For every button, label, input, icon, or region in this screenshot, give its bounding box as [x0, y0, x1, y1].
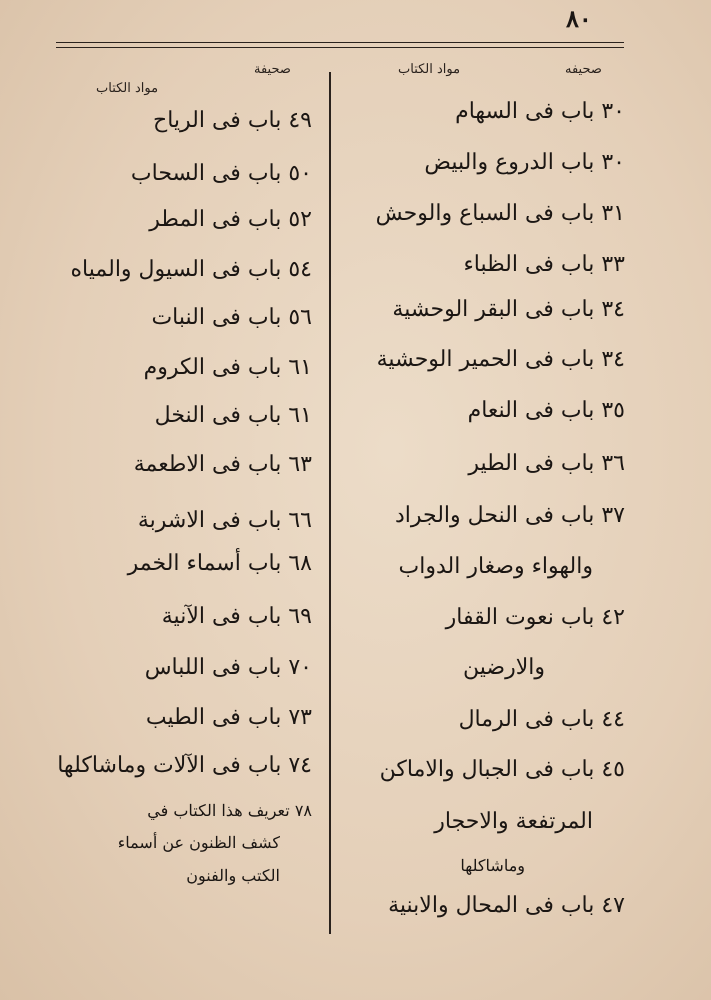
toc-entry: ٣٦ باب فى الطير	[468, 451, 625, 476]
toc-entry-continuation: كشف الظنون عن أسماء	[117, 833, 280, 852]
header-rule-top	[56, 42, 624, 43]
left-column-title-header: مواد الكتاب	[96, 81, 159, 96]
toc-entry: ٦٣ باب فى الاطعمة	[133, 452, 312, 477]
toc-entry: ٣١ باب فى السباع والوحش	[375, 201, 625, 226]
toc-entry: ٧٣ باب فى الطيب	[145, 705, 312, 730]
toc-entry: ٦١ باب فى الكروم	[143, 355, 312, 380]
toc-entry-continuation: والارضين	[463, 655, 545, 680]
right-column-page-header: صحيفه	[565, 62, 602, 77]
toc-entry: ٤٩ باب فى الرياح	[153, 108, 312, 133]
column-divider	[329, 72, 331, 934]
toc-entry: ٤٢ باب نعوت القفار	[445, 605, 625, 630]
toc-entry: ٣٥ باب فى النعام	[467, 398, 625, 423]
toc-entry: ٧٨ تعريف هذا الكتاب في	[147, 801, 312, 820]
toc-entry: ٤٤ باب فى الرمال	[458, 707, 625, 732]
toc-entry: ٤٥ باب فى الجبال والاماكن	[379, 757, 625, 782]
left-column-page-header: صحيفة	[254, 62, 291, 77]
toc-entry: ٥٤ باب فى السيول والمياه	[70, 257, 312, 282]
toc-entry: ٣٠ باب الدروع والبيض	[424, 150, 625, 175]
page-number: ٨٠	[566, 4, 592, 33]
right-column-title-header: مواد الكتاب	[398, 62, 461, 77]
toc-entry-continuation: والهواء وصغار الدواب	[398, 554, 593, 579]
toc-entry: ٧٠ باب فى اللباس	[144, 655, 312, 680]
toc-entry: ٦٩ باب فى الآنية	[161, 604, 312, 629]
toc-entry: ٣٤ باب فى الحمير الوحشية	[376, 347, 625, 372]
header-rule-bottom	[56, 47, 624, 48]
toc-entry: ٦٨ باب أسماء الخمر	[127, 551, 312, 576]
toc-entry: ٦١ باب فى النخل	[154, 403, 312, 428]
toc-entry: ٣٤ باب فى البقر الوحشية	[392, 297, 625, 322]
toc-entry: ٣٠ باب فى السهام	[455, 99, 625, 124]
toc-entry: ٤٧ باب فى المحال والابنية	[388, 893, 625, 918]
toc-entry: ٣٣ باب فى الظباء	[463, 252, 625, 277]
toc-entry: ٦٦ باب فى الاشربة	[137, 508, 312, 533]
toc-entry: ٥٢ باب فى المطر	[149, 207, 312, 232]
toc-entry-continuation: وماشاكلها	[460, 856, 525, 875]
toc-entry: ٣٧ باب فى النحل والجراد	[394, 503, 625, 528]
toc-entry: ٥٠ باب فى السحاب	[130, 161, 312, 186]
toc-entry-continuation: المرتفعة والاحجار	[434, 809, 593, 834]
toc-entry-continuation: الكتب والفنون	[186, 866, 280, 885]
toc-entry: ٧٤ باب فى الآلات وماشاكلها	[57, 753, 312, 778]
toc-entry: ٥٦ باب فى النبات	[151, 305, 312, 330]
